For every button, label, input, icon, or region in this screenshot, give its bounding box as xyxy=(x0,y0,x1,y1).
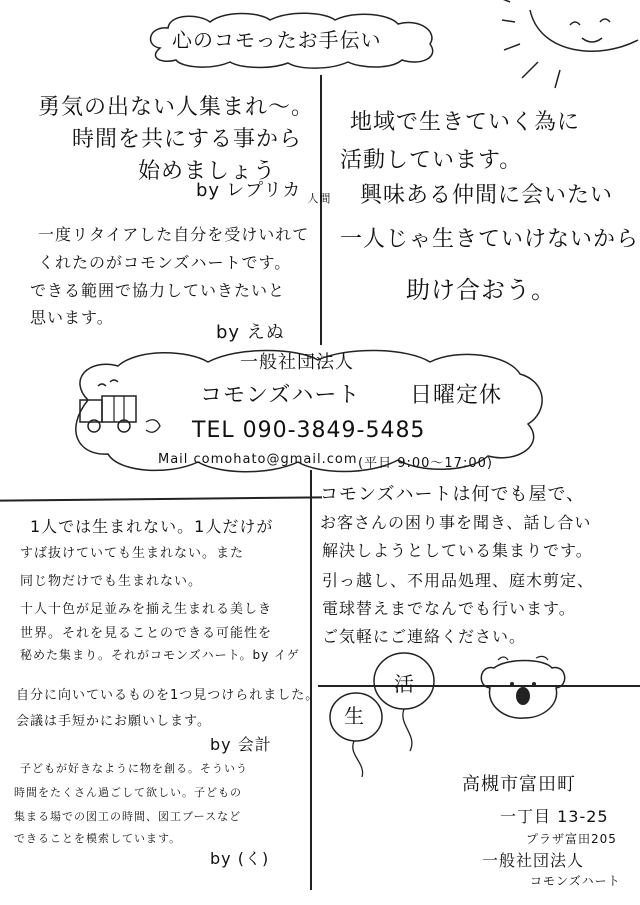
testimonial-accountant-line-2: 会議は手短かにお願いします。 xyxy=(16,714,211,729)
philosophy-line-3: 同じ物だけでも生まれない。 xyxy=(20,574,203,589)
signature-accountant: by 会計 xyxy=(210,735,272,754)
testimonial-n-line-2: くれたのがコモンズハートです。 xyxy=(38,253,292,272)
address-city: 高槻市富田町 xyxy=(462,774,576,795)
recruit-line-1: 勇気の出ない人集まれ〜。 xyxy=(38,95,315,120)
recruit-line-2: 時間を共にする事から xyxy=(72,127,303,152)
card-closed-day: 日曜定休 xyxy=(410,383,503,408)
koala-icon xyxy=(476,652,572,722)
recruit-line-3: 始めましょう xyxy=(138,159,277,184)
signature-replica: by レプリカ $_{人間}$ xyxy=(196,180,332,205)
card-hours: (平日 9:00〜17:00) xyxy=(358,456,493,471)
testimonial-accountant-line-1: 自分に向いているものを1つ見つけられました。 xyxy=(16,688,320,703)
testimonial-k-line-2: 時間をたくさん過ごして欲しい。子どもの xyxy=(14,786,242,799)
testimonial-k-line-3: 集まる場での図工の時間、図工ブースなど xyxy=(14,810,242,823)
balloon-life-2: 活 xyxy=(394,672,415,696)
mission-line-5: 助け合おう。 xyxy=(406,276,556,304)
signature-k: by (く) xyxy=(210,849,270,868)
testimonial-n-line-4: 思います。 xyxy=(30,308,114,327)
philosophy-line-4: 十人十色が足並みを揃え生まれる美しき xyxy=(20,602,273,617)
mission-line-1: 地域で生きていく為に xyxy=(350,110,581,135)
card-phone: TEL 090-3849-5485 xyxy=(192,418,426,443)
service-line-1: コモンズハートは何でも屋で、 xyxy=(320,484,586,505)
mission-line-4: 一人じゃ生きていけないから xyxy=(340,227,640,252)
service-line-6: ご気軽にご連絡ください。 xyxy=(322,627,527,646)
address-building: プラザ富田205 xyxy=(526,832,617,846)
vertical-divider-top xyxy=(320,75,322,345)
signature-n: by えぬ xyxy=(216,322,285,343)
truck-icon xyxy=(76,378,176,448)
mission-line-2: 活動しています。 xyxy=(340,148,523,173)
service-line-3: 解決しようとしている集まりです。 xyxy=(322,541,593,560)
testimonial-n-line-3: できる範囲で協力していきたいと xyxy=(30,281,286,300)
page-title: 心のコモったお手伝い xyxy=(172,28,382,52)
service-line-2: お客さんの困り事を聞き、話し合い xyxy=(320,513,592,532)
card-org-type: 一般社団法人 xyxy=(240,352,354,373)
sun-icon xyxy=(500,0,640,90)
balloon-life-1: 生 xyxy=(344,704,365,728)
philosophy-line-1: 1人では生まれない。1人だけが xyxy=(30,517,274,536)
philosophy-line-6: 秘めた集まり。それがコモンズハート。by イゲ xyxy=(20,648,300,662)
horizontal-divider-left xyxy=(0,496,322,501)
testimonial-k-line-1: 子どもが好きなように物を創る。そういう xyxy=(20,762,248,775)
mission-line-3: 興味ある仲間に会いたい xyxy=(360,183,614,208)
address-org-name: コモンズハート xyxy=(530,874,621,888)
testimonial-n-line-1: 一度リタイアした自分を受けいれて xyxy=(38,225,310,244)
address-block: 一丁目 13-25 xyxy=(500,807,609,826)
philosophy-line-2: すば抜けていても生まれない。また xyxy=(20,546,245,561)
vertical-divider-bottom xyxy=(310,470,312,890)
testimonial-k-line-4: できることを模索しています。 xyxy=(14,832,182,845)
address-org-type: 一般社団法人 xyxy=(482,851,585,870)
card-email: Mail comohato@gmail.com xyxy=(158,452,358,467)
service-line-4: 引っ越し、不用品処理、庭木剪定、 xyxy=(322,571,595,590)
balloons-drawing xyxy=(318,645,468,785)
card-org-name: コモンズハート xyxy=(200,383,361,408)
philosophy-line-5: 世界。それを見ることのできる可能性を xyxy=(20,626,273,641)
service-line-5: 電球替えまでなんでも行います。 xyxy=(322,599,576,618)
